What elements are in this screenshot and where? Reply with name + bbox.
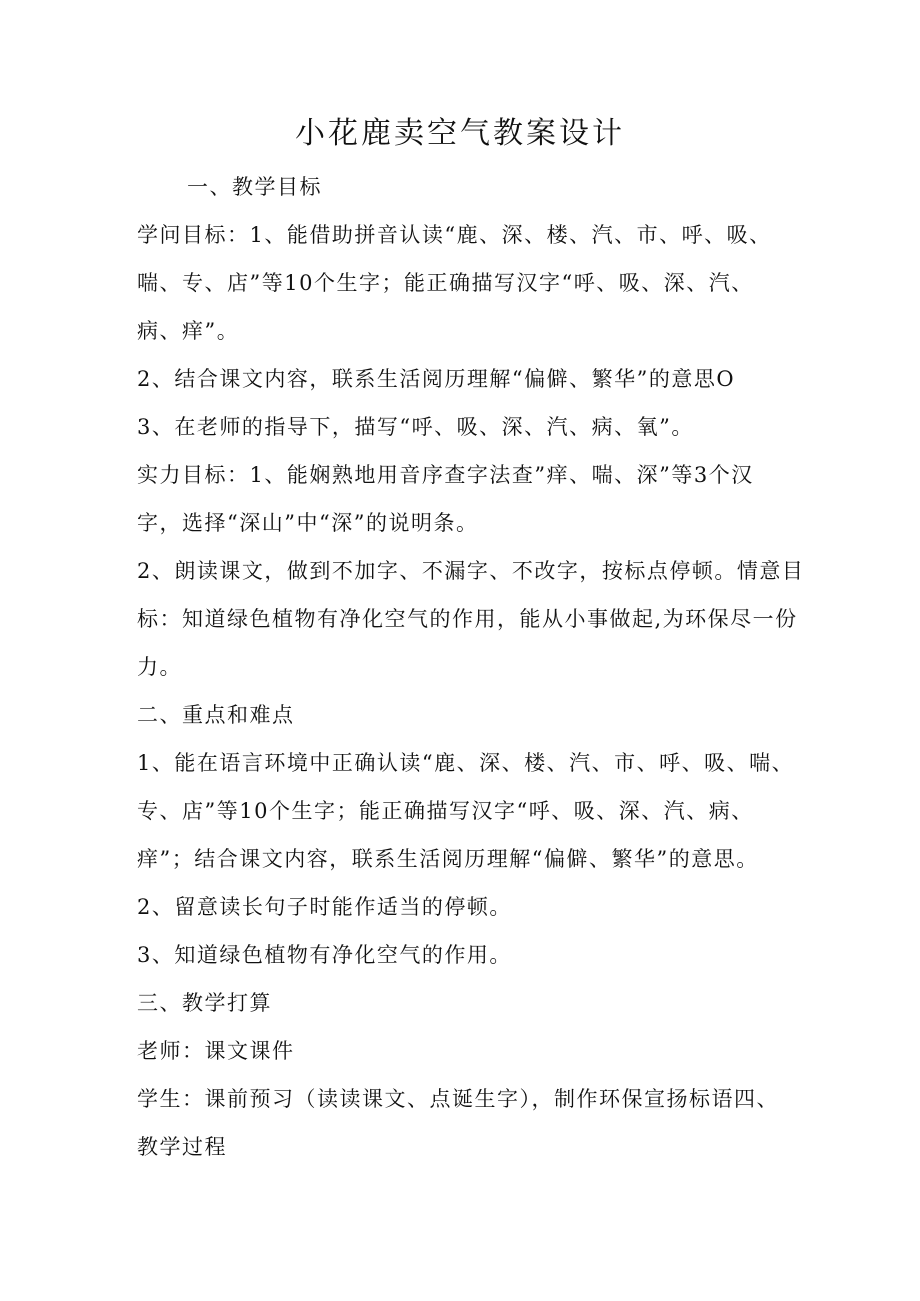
section-heading-preparation: 三、教学打算 xyxy=(137,991,272,1015)
preparation-student: 学生：课前预习（读读课文、点诞生字），制作环保宣扬标语四、 xyxy=(137,1087,779,1111)
section-heading-teaching-goals: 一、教学目标 xyxy=(187,175,322,199)
key-point-1-line-1: 1、能在语言环境中正确认读“鹿、深、楼、汽、市、呼、吸、喘、 xyxy=(137,751,795,775)
preparation-teacher: 老师：课文课件 xyxy=(137,1039,295,1063)
ability-goal-line-1: 实力目标：1、能娴熟地用音序查字法查”痒、喘、深”等3个汉 xyxy=(137,463,754,487)
knowledge-goal-item-3: 3、在老师的指导下，描写“呼、吸、深、汽、病、氧”。 xyxy=(137,415,694,439)
knowledge-goal-line-1: 学问目标：1、能借助拼音认读“鹿、深、楼、汽、市、呼、吸、 xyxy=(137,223,772,247)
key-point-3: 3、知道绿色植物有净化空气的作用。 xyxy=(137,943,512,967)
key-point-1-line-2: 专、店”等10个生字；能正确描写汉字“呼、吸、深、汽、病、 xyxy=(137,799,754,823)
section-heading-teaching-process: 教学过程 xyxy=(137,1135,227,1159)
emotion-goal-line-1: 标：知道绿色植物有净化空气的作用，能从小事做起,为环保尽一份 xyxy=(137,607,798,631)
key-point-1-line-3: 痒”；结合课文内容，联系生活阅历理解“偏僻、繁华”的意思。 xyxy=(137,847,759,871)
knowledge-goal-item-2: 2、结合课文内容，联系生活阅历理解“偏僻、繁华”的意思O xyxy=(137,367,736,391)
section-heading-key-points: 二、重点和难点 xyxy=(137,703,295,727)
ability-goal-item-2-line-1: 2、朗读课文，做到不加字、不漏字、不改字，按标点停顿。情意目 xyxy=(137,559,805,583)
document-title: 小花鹿卖空气教案设计 xyxy=(295,116,625,151)
key-point-2: 2、留意读长句子时能作适当的停顿。 xyxy=(137,895,512,919)
knowledge-goal-line-3: 病、痒”。 xyxy=(137,319,240,343)
ability-goal-line-2: 字，选择“深山”中“深”的说明条。 xyxy=(137,511,479,535)
knowledge-goal-line-2: 喘、专、店”等10个生字；能正确描写汉字“呼、吸、深、汽、 xyxy=(137,271,754,295)
emotion-goal-line-2: 力。 xyxy=(137,655,182,679)
